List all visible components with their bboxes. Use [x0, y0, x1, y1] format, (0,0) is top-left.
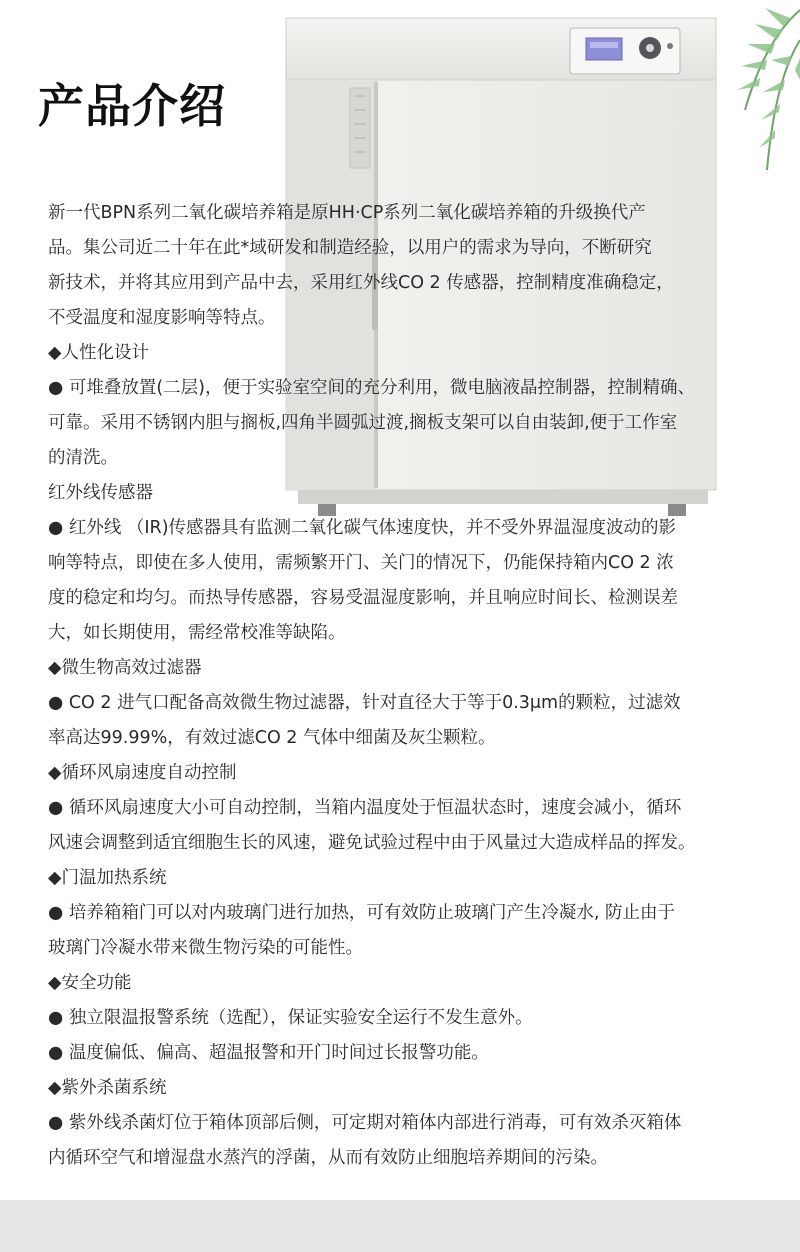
section-infrared-sensor [48, 476, 788, 651]
section-heading: ◆门温加热系统 [48, 868, 167, 888]
intro-paragraph [48, 196, 788, 336]
section-line: ● 可堆叠放置(二层)，便于实验室空间的充分利用，微电脑液晶控制器，控制精确、 [48, 378, 695, 398]
footer-band [0, 1200, 800, 1252]
page-title: 产品介绍 [38, 79, 226, 133]
section-line: ● 温度偏低、偏高、超温报警和开门时间过长报警功能。 [48, 1043, 489, 1063]
product-description [48, 196, 788, 1176]
intro-line: 品。集公司近二十年在此*域研发和制造经验，以用户的需求为导向，不断研究 [48, 238, 652, 258]
section-line: 内循环空气和增湿盘水蒸汽的浮菌，从而有效防止细胞培养期间的污染。 [48, 1148, 608, 1168]
intro-line: 新技术，并将其应用到产品中去，采用红外线CO 2 传感器，控制精度准确稳定， [48, 273, 674, 293]
section-heading: ◆循环风扇速度自动控制 [48, 763, 237, 783]
palm-leaf-icon [705, 0, 800, 190]
section-fan-control [48, 756, 788, 861]
section-humanized-design [48, 336, 788, 476]
section-door-heating [48, 861, 788, 966]
section-line: 响等特点，即使在多人使用，需频繁开门、关门的情况下，仍能保持箱内CO 2 浓 [48, 553, 674, 573]
section-line: ● 紫外线杀菌灯位于箱体顶部后侧，可定期对箱体内部进行消毒，可有效杀灭箱体 [48, 1113, 682, 1133]
section-line: 的清洗。 [48, 448, 118, 468]
section-line: ● 循环风扇速度大小可自动控制，当箱内温度处于恒温状态时，速度会减小，循环 [48, 798, 682, 818]
section-heading: ◆人性化设计 [48, 343, 149, 363]
section-line: ● 红外线 （IR)传感器具有监测二氧化碳气体速度快，并不受外界温湿度波动的影 [48, 518, 677, 538]
section-heading: 红外线传感器 [48, 483, 153, 503]
section-line: ● 独立限温报警系统（选配），保证实验安全运行不发生意外。 [48, 1008, 533, 1028]
intro-line: 不受温度和湿度影响等特点。 [48, 308, 276, 328]
section-line: 可靠。采用不锈钢内胆与搁板,四角半圆弧过渡,搁板支架可以自由装卸,便于工作室 [48, 413, 678, 433]
section-heading: ◆安全功能 [48, 973, 132, 993]
intro-line: 新一代BPN系列二氧化碳培养箱是原HH·CP系列二氧化碳培养箱的升级换代产 [48, 203, 646, 223]
section-line: 玻璃门冷凝水带来微生物污染的可能性。 [48, 938, 363, 958]
section-safety [48, 966, 788, 1071]
section-line: 风速会调整到适宜细胞生长的风速，避免试验过程中由于风量过大造成样品的挥发。 [48, 833, 696, 853]
section-line: ● CO 2 进气口配备高效微生物过滤器，针对直径大于等于0.3μm的颗粒，过滤效 [48, 693, 681, 713]
section-line: 率高达99.99%，有效过滤CO 2 气体中细菌及灰尘颗粒。 [48, 728, 496, 748]
section-line: 度的稳定和均匀。而热导传感器，容易受温湿度影响，并且响应时间长、检测误差 [48, 588, 678, 608]
section-heading: ◆微生物高效过滤器 [48, 658, 202, 678]
section-line: 大，如长期使用，需经常校准等缺陷。 [48, 623, 346, 643]
section-heading: ◆紫外杀菌系统 [48, 1078, 167, 1098]
section-microbial-filter [48, 651, 788, 756]
section-line: ● 培养箱箱门可以对内玻璃门进行加热，可有效防止玻璃门产生冷凝水, 防止由于 [48, 903, 675, 923]
section-uv-sterilization [48, 1071, 788, 1176]
